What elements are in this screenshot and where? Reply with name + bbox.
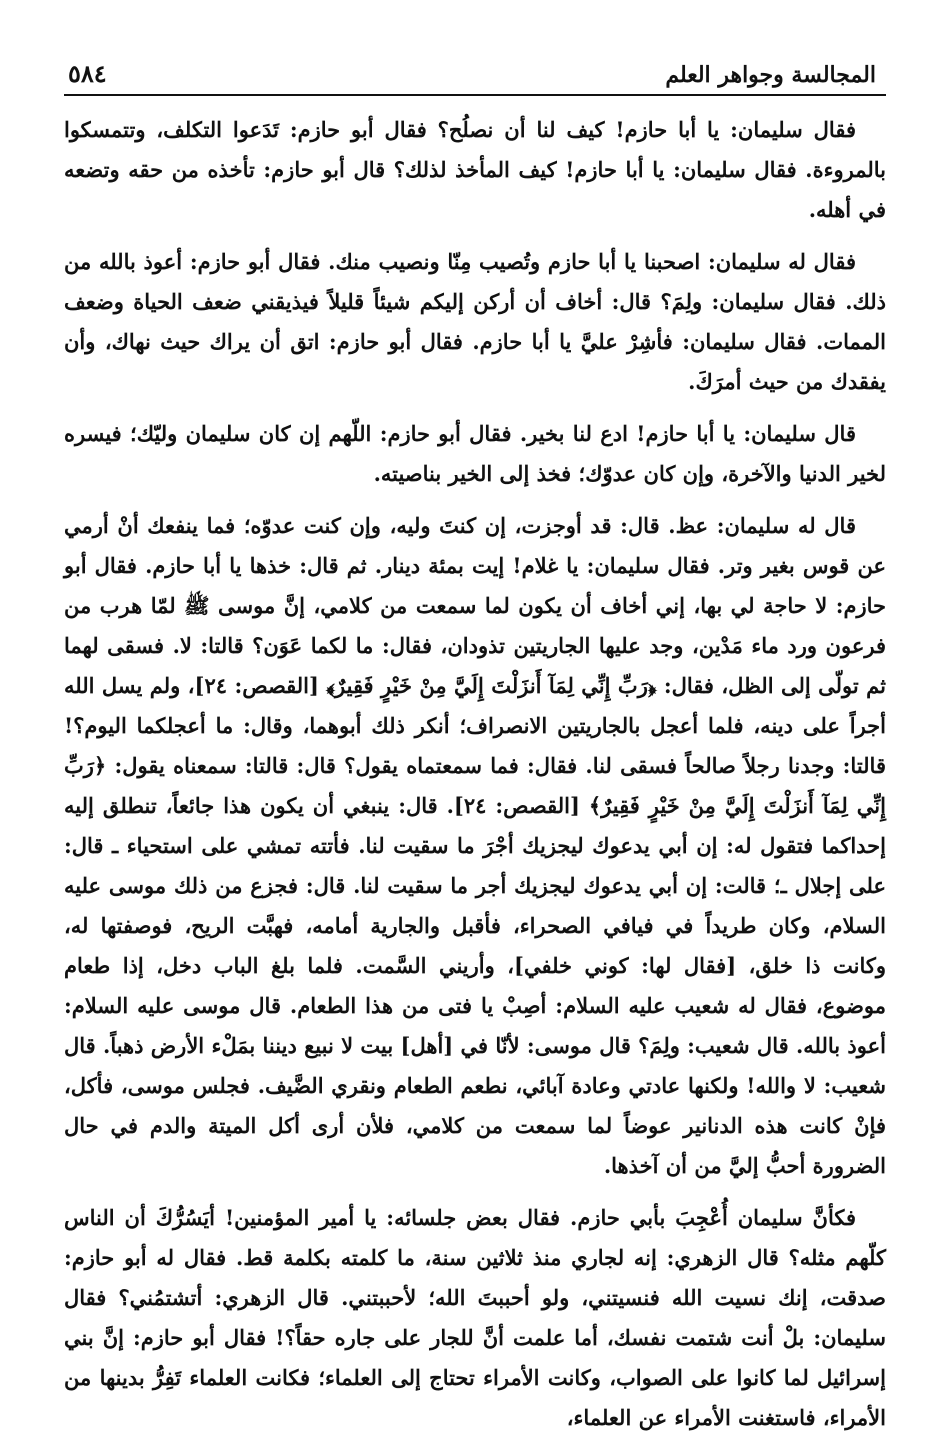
page-header [64,52,886,96]
paragraph-5: فكأنَّ سليمان أُعْجِبَ بأبي حازم. فقال بعض جلسائه: يا أمير المؤمنين! أيَسُرُّكَ أن الناس كلّهم مثله؟ قال الزهري: إنه لجاري منذ ثلاثين سنة، ما كلمته بكلمة قط. فقال له أبو حازم: صدقت، إنك نسيت الله فنسيتني، ولو أحببتَ الله؛ لأحببتني. قال الزهري: أتشتمُني؟ فقال سليمان: بلْ أنت شتمت نفسك، أما علمت أنَّ للجار على جاره حقاً؟! فقال أبو حازم: إنَّ بني إسرائيل لما كانوا على الصواب، وكانت الأمراء تحتاج إلى العلماء؛ فكانت العلماء تَفِرُّ بدينها من الأمراء، فاستغنت الأمراء عن العلماء، [64,1205,886,1430]
paragraph-1: فقال سليمان: يا أبا حازم! كيف لنا أن نصلُح؟ فقال أبو حازم: تَدَعوا التكلف، وتتمسكوا بالمروءة. فقال سليمان: يا أبا حازم! كيف المأخذ لذلك؟ قال أبو حازم: تأخذه من حقه وتضعه في أهله. [64,117,886,222]
body-text [64,110,886,1438]
running-title: المجالسة وجواهر العلم [665,62,876,88]
paragraph-2: فقال له سليمان: اصحبنا يا أبا حازم وتُصيب مِنّا ونصيب منك. فقال أبو حازم: أعوذ بالله من ذلك. فقال سليمان: ولِمَ؟ قال: أخاف أن أركن إليكم شيئاً قليلاً فيذيقني ضعف الحياة وضعف الممات. فقال سليمان: فأشِرْ عليَّ يا أبا حازم. فقال أبو حازم: اتق أن يراك حيث نهاك، وأن يفقدك من حيث أمرَكَ. [64,249,886,394]
paragraph-3: قال سليمان: يا أبا حازم! ادع لنا بخير. فقال أبو حازم: اللّهم إن كان سليمان وليّك؛ فيسره لخير الدنيا والآخرة، وإن كان عدوّك؛ فخذ إلى الخير بناصيته. [64,421,886,486]
page-number: ٥٨٤ [68,59,107,88]
paragraph-4: قال له سليمان: عظ. قال: قد أوجزت، إن كنتَ وليه، وإن كنت عدوّه؛ فما ينفعك أنْ أرمي عن قوس بغير وتر. فقال سليمان: يا غلام! إيت بمئة دينار. ثم قال: خذها يا أبا حازم. فقال أبو حازم: لا حاجة لي بها، إني أخاف أن يكون لما سمعت من كلامي، إنَّ موسى ﷺ لمّا هرب من فرعون ورد ماء مَدْين، وجد عليها الجاريتين تذودان، فقال: ما لكما عَوَن؟ قالتا: لا. فسقى لهما ثم تولّى إلى الظل، فقال: ﴿رَبِّ إِنِّي لِمَآ أَنزَلْتَ إِلَيَّ مِنْ خَيْرٍ فَقِيرٌ﴾ [القصص: ٢٤]، ولم يسل الله أجراً على دينه، فلما أعجل بالجاريتين الانصراف؛ أنكر ذلك أبوهما، وقال: ما أعجلكما اليوم؟! قالتا: وجدنا رجلاً صالحاً فسقى لنا. فقال: فما سمعتماه يقول؟ قال: قالتا: سمعناه يقول: ﴿رَبِّ إِنِّي لِمَآ أَنزَلْتَ إِلَيَّ مِنْ خَيْرٍ فَقِيرٌ﴾ [القصص: ٢٤]. قال: ينبغي أن يكون هذا جائعاً، تنطلق إليه إحداكما فتقول له: إن أبي يدعوك ليجزيك أجْرَ ما سقيت لنا. فأتته تمشي على استحياء ـ قال: على إجلال ـ؛ قالت: إن أبي يدعوك ليجزيك أجر ما سقيت لنا. قال: فجزع من ذلك موسى عليه السلام، وكان طريداً في فيافي الصحراء، فأقبل والجارية أمامه، فهبَّت الريح، فوصفتها له، وكانت ذا خلق، [فقال لها: كوني خلفي]، وأريني السَّمت. فلما بلغ الباب دخل، إذا طعام موضوع، فقال له شعيب عليه السلام: أصِبْ يا فتى من هذا الطعام. قال موسى عليه السلام: أعوذ بالله. قال شعيب: ولِمَ؟ قال موسى: لأنّا في [أهل] بيت لا نبيع ديننا بمَلْء الأرض ذهباً. قال شعيب: لا والله! ولكنها عادتي وعادة آبائي، نطعم الطعام ونقري الضَّيف. فجلس موسى، فأكل، فإنْ كانت هذه الدنانير عوضاً لما سمعت من كلامي، فلأن أرى أكل الميتة والدم في حال الضرورة أحبُّ إليَّ من أن آخذها. [64,513,887,1178]
